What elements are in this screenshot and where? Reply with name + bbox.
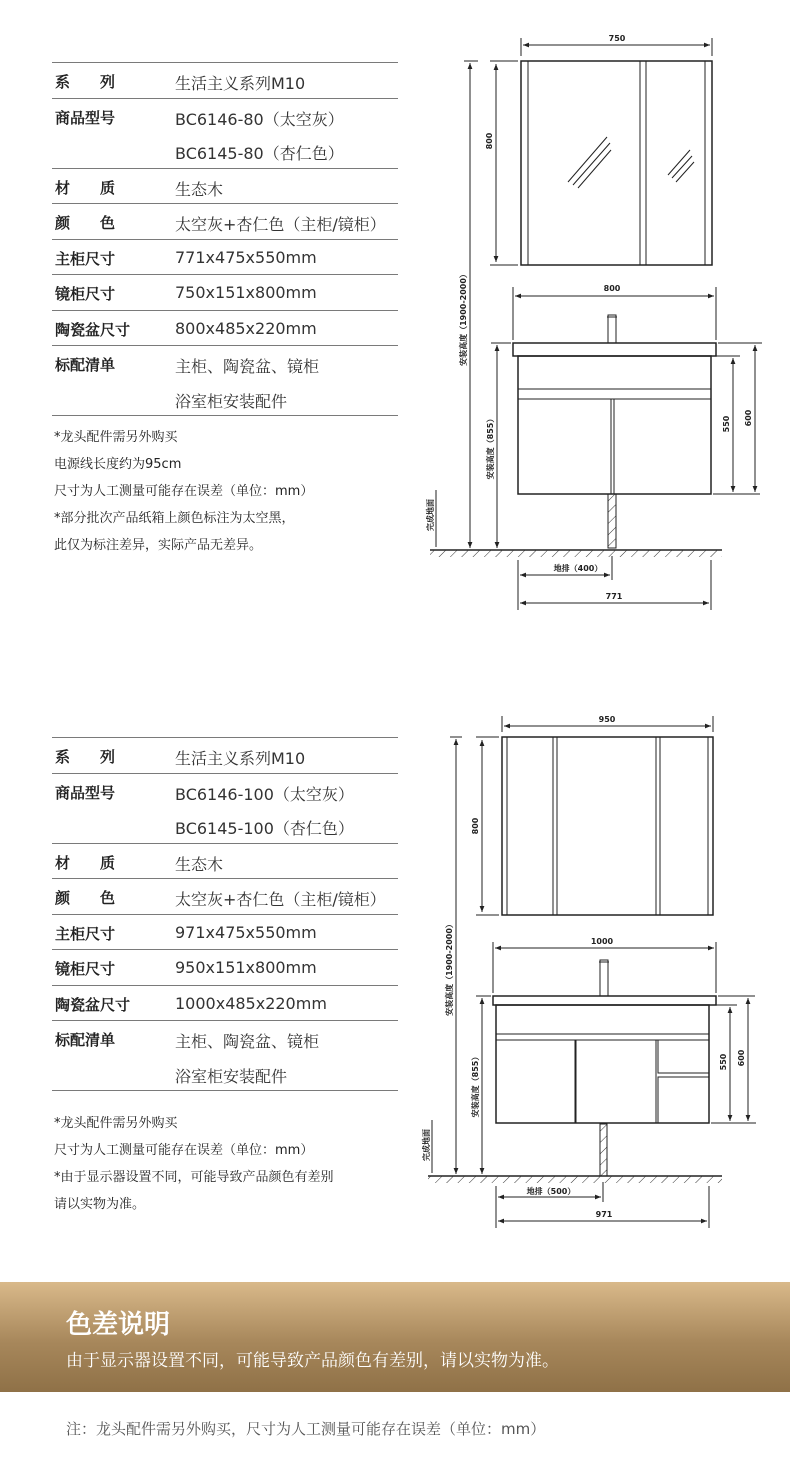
spec-label: 主柜尺寸: [55, 249, 116, 268]
dim-install-height: 安装高度（1900-2000）: [459, 270, 468, 366]
spec-label: 陶瓷盆尺寸: [55, 320, 131, 339]
note-line: 尺寸为人工测量可能存在误差（单位：mm）: [54, 1143, 314, 1158]
spec-value: BC6146-80（太空灰）: [175, 109, 344, 129]
spec-value: 971x475x550mm: [175, 922, 317, 942]
spec-label: 系列: [55, 748, 146, 766]
spec-value: 生态木: [175, 854, 224, 874]
spec-label: 颜色: [55, 889, 146, 907]
spec-value: BC6146-100（太空灰）: [175, 784, 354, 804]
banner-text: 由于显示器设置不同，可能导致产品颜色有差别，请以实物为准。: [66, 1351, 559, 1371]
dim-cabinet-install: 安装高度（855）: [471, 1052, 480, 1118]
spec-value: 生态木: [175, 179, 224, 199]
dim-mirror-height: 800: [485, 132, 494, 150]
dim-cabinet-install: 安装高度（855）: [486, 414, 495, 480]
dim-mirror-width: 750: [608, 34, 626, 43]
dim-drain: 地排（500）: [526, 1187, 576, 1196]
spec-value: 950x151x800mm: [175, 958, 317, 977]
spec-label: 镜柜尺寸: [55, 960, 116, 978]
dim-mirror-height: 800: [471, 817, 480, 835]
spec-label: 标配清单: [55, 1031, 116, 1049]
spec-value: 800x485x220mm: [175, 318, 317, 338]
spec-label: 主柜尺寸: [55, 924, 116, 943]
spec-label: 材质: [55, 853, 146, 872]
note-line: *由于显示器设置不同，可能导致产品颜色有差别: [54, 1170, 334, 1185]
floor-label: 完成地面: [426, 499, 435, 531]
note-line: *龙头配件需另外购买: [54, 1116, 178, 1131]
spec-label: 商品型号: [55, 783, 116, 802]
dim-basin-width: 1000: [590, 937, 614, 946]
dim-total-height: 600: [744, 409, 753, 427]
note-line: *部分批次产品纸箱上颜色标注为太空黑，: [54, 511, 295, 526]
mirror-cabinet-100: [502, 737, 713, 915]
spec-value: BC6145-100（杏仁色）: [175, 819, 354, 838]
spec-value: 浴室柜安装配件: [175, 391, 288, 411]
note-line: *龙头配件需另外购买: [54, 430, 178, 445]
dim-drain: 地排（400）: [553, 564, 603, 573]
dim-basin-width: 800: [603, 284, 621, 293]
spec-value: 生活主义系列M10: [175, 749, 306, 768]
spec-value: 太空灰+杏仁色（主柜/镜柜）: [175, 215, 386, 234]
spec-value: 主柜、陶瓷盆、镜柜: [175, 1032, 320, 1051]
note-line: 请以实物为准。: [54, 1197, 146, 1212]
dim-cabinet-height: 550: [719, 1053, 728, 1071]
color-difference-banner: [0, 1282, 790, 1392]
banner-title: 色差说明: [66, 1310, 171, 1340]
note-line: 尺寸为人工测量可能存在误差（单位：mm）: [54, 484, 314, 499]
dim-mirror-width: 950: [598, 715, 616, 724]
footer-note: 注：龙头配件需另外购买，尺寸为人工测量可能存在误差（单位：mm）: [66, 1420, 546, 1438]
spec-value: 主柜、陶瓷盆、镜柜: [175, 357, 320, 376]
dim-cabinet-height: 550: [722, 415, 731, 433]
spec-label: 颜色: [55, 214, 146, 232]
dim-cabinet-width: 971: [595, 1210, 613, 1219]
spec-value: 1000x485x220mm: [175, 993, 327, 1013]
note-line: 电源线长度约为95cm: [54, 457, 182, 472]
spec-label: 标配清单: [55, 356, 116, 374]
floor-label: 完成地面: [422, 1129, 431, 1161]
dim-install-height: 安装高度（1900-2000）: [445, 920, 454, 1016]
spec-value: 浴室柜安装配件: [175, 1066, 288, 1086]
note-line: 此仅为标注差异，实际产品无差异。: [54, 538, 263, 553]
spec-label: 商品型号: [55, 108, 116, 127]
spec-label: 陶瓷盆尺寸: [55, 995, 131, 1014]
spec-label: 镜柜尺寸: [55, 285, 116, 303]
mirror-cabinet-80: [521, 61, 712, 265]
spec-value: 生活主义系列M10: [175, 74, 306, 93]
spec-value: 750x151x800mm: [175, 283, 317, 302]
spec-value: BC6145-80（杏仁色）: [175, 144, 344, 163]
spec-label: 系列: [55, 73, 146, 91]
spec-label: 材质: [55, 178, 146, 197]
spec-value: 771x475x550mm: [175, 247, 317, 267]
spec-value: 太空灰+杏仁色（主柜/镜柜）: [175, 890, 386, 909]
dim-total-height: 600: [737, 1049, 746, 1067]
dim-cabinet-width: 771: [605, 592, 623, 601]
